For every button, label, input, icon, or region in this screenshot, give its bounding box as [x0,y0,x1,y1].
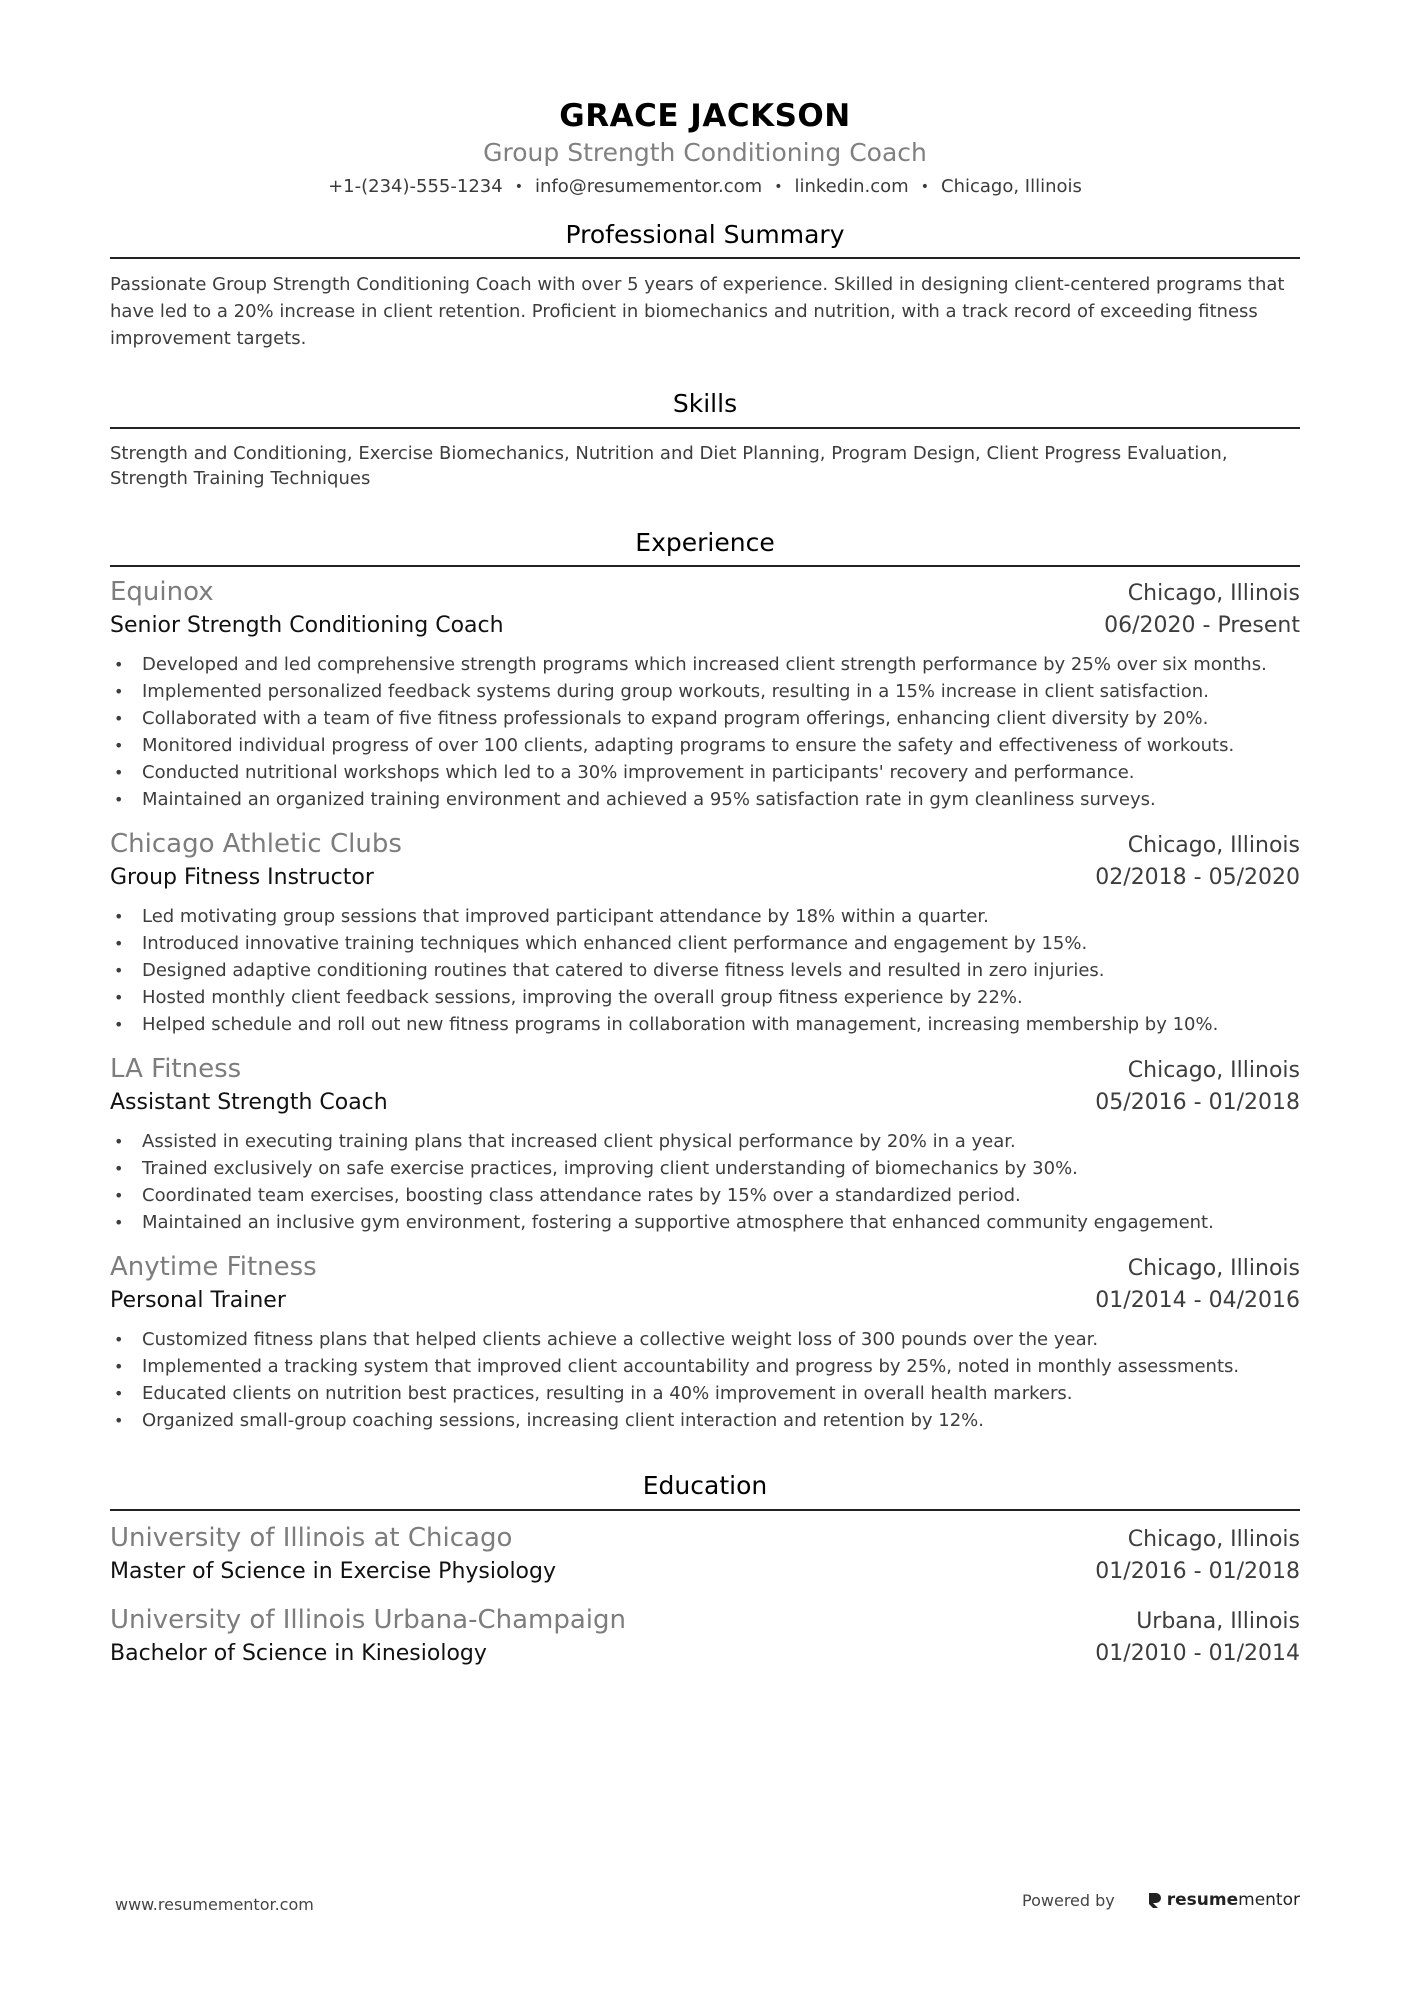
list-item: • Maintained an organized training environment and achieved a 95% satisfaction rate in gym cleanliness surveys. [110,786,1300,813]
candidate-name: GRACE JACKSON [559,98,851,134]
experience-entry [110,1052,1300,1236]
degree-name: Bachelor of Science in Kinesiology [110,1640,487,1666]
list-item: • Monitored individual progress of over 100 clients, adapting programs to ensure the safety and effectiveness of workouts. [110,732,1300,759]
experience-entry [110,1250,1300,1434]
logo-text-light: mentor [1238,1890,1300,1910]
school-name: University of Illinois Urbana-Champaign [110,1604,626,1635]
job-location: Chicago, Illinois [1127,833,1300,859]
company-name: Anytime Fitness [110,1252,317,1283]
list-item: • Trained exclusively on safe exercise practices, improving client understanding of biomechanics by 30%. [110,1155,1300,1182]
job-role: Personal Trainer [110,1288,286,1314]
resumementor-logo[interactable] [1147,1890,1300,1910]
summary-section [110,219,1300,353]
experience-entry [110,575,1300,813]
contact-email[interactable]: info@resumementor.com [534,175,763,197]
list-item: • Assisted in executing training plans that increased client physical performance by 20% in a year. [110,1128,1300,1155]
list-item: • Maintained an inclusive gym environment, fostering a supportive atmosphere that enhanced community engagement. [110,1209,1300,1236]
list-item: • Collaborated with a team of five fitness professionals to expand program offerings, enhancing client diversity by 20%. [110,705,1300,732]
list-item: • Educated clients on nutrition best practices, resulting in a 40% improvement in overall health markers. [110,1380,1300,1407]
candidate-title: Group Strength Conditioning Coach [483,138,927,168]
experience-section [110,527,1300,1435]
job-bullets [110,903,1300,1038]
education-section [110,1470,1300,1671]
job-bullets [110,651,1300,813]
job-location: Chicago, Illinois [1127,581,1300,607]
section-heading: Experience [110,527,1300,568]
school-location: Urbana, Illinois [1136,1608,1300,1634]
experience-entry [110,827,1300,1038]
contact-location: Chicago, Illinois [941,175,1082,197]
job-location: Chicago, Illinois [1127,1256,1300,1282]
section-heading: Skills [110,388,1300,429]
powered-by-label: Powered by [1022,1890,1115,1910]
list-item: • Customized fitness plans that helped clients achieve a collective weight loss of 300 pounds over the year. [110,1326,1300,1353]
company-name: Equinox [110,577,214,608]
resumementor-logo-icon [1147,1891,1163,1909]
education-entry [110,1521,1300,1589]
skills-text: Strength and Conditioning, Exercise Biomechanics, Nutrition and Diet Planning, Program Design, Client Progress Evaluation, Strength Training Techniques [110,442,1228,489]
list-item: • Developed and led comprehensive strength programs which increased client strength performance by 25% over six months. [110,651,1300,678]
job-dates: 02/2018 - 05/2020 [1095,865,1300,891]
footer-branding [1022,1890,1300,1910]
job-bullets [110,1128,1300,1236]
contact-separator: • [774,178,783,195]
job-role: Assistant Strength Coach [110,1090,388,1116]
footer-website[interactable]: www.resumementor.com [115,1895,314,1914]
school-location: Chicago, Illinois [1127,1526,1300,1552]
list-item: • Introduced innovative training techniques which enhanced client performance and engagement by 15%. [110,930,1300,957]
summary-text: Passionate Group Strength Conditioning Coach with over 5 years of experience. Skilled in designing client-centered programs that have led to a 20% increase in client retention. Proficient in biomechanics and nutrition, with a track record of exceeding fitness improvement targets. [110,274,1285,350]
resume-header [110,0,1300,197]
degree-name: Master of Science in Exercise Physiology [110,1558,557,1584]
list-item: • Organized small-group coaching sessions, increasing client interaction and retention by 12%. [110,1407,1300,1434]
list-item: • Designed adaptive conditioning routines that catered to diverse fitness levels and resulted in zero injuries. [110,957,1300,984]
job-dates: 05/2016 - 01/2018 [1095,1090,1300,1116]
school-name: University of Illinois at Chicago [110,1522,513,1553]
list-item: • Hosted monthly client feedback sessions, improving the overall group fitness experience by 22%. [110,984,1300,1011]
section-heading: Education [110,1470,1300,1511]
list-item: • Implemented a tracking system that improved client accountability and progress by 25%, noted in monthly assessments. [110,1353,1300,1380]
education-dates: 01/2010 - 01/2014 [1095,1640,1300,1666]
contact-phone: +1-(234)-555-1234 [328,175,503,197]
job-dates: 01/2014 - 04/2016 [1095,1288,1300,1314]
contact-linkedin[interactable]: linkedin.com [794,175,909,197]
list-item: • Led motivating group sessions that improved participant attendance by 18% within a quarter. [110,903,1300,930]
job-role: Senior Strength Conditioning Coach [110,613,504,639]
job-location: Chicago, Illinois [1127,1058,1300,1084]
logo-text-bold: resume [1166,1890,1239,1910]
contact-line [110,176,1300,197]
education-dates: 01/2016 - 01/2018 [1095,1558,1300,1584]
company-name: Chicago Athletic Clubs [110,829,402,860]
job-bullets [110,1326,1300,1434]
job-role: Group Fitness Instructor [110,865,374,891]
job-dates: 06/2020 - Present [1104,613,1300,639]
company-name: LA Fitness [110,1054,242,1085]
section-heading: Professional Summary [110,219,1300,260]
list-item: • Helped schedule and roll out new fitness programs in collaboration with management, increasing membership by 10%. [110,1011,1300,1038]
skills-section [110,388,1300,491]
list-item: • Implemented personalized feedback systems during group workouts, resulting in a 15% increase in client satisfaction. [110,678,1300,705]
education-entry [110,1603,1300,1671]
list-item: • Coordinated team exercises, boosting class attendance rates by 15% over a standardized period. [110,1182,1300,1209]
list-item: • Conducted nutritional workshops which led to a 30% improvement in participants' recovery and performance. [110,759,1300,786]
contact-separator: • [920,178,929,195]
contact-separator: • [514,178,523,195]
